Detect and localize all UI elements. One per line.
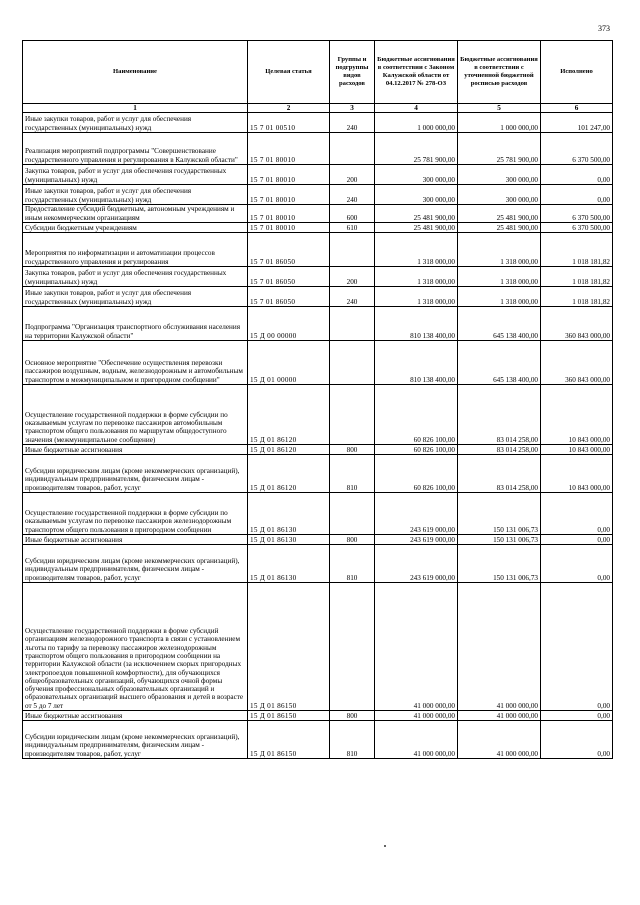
row-code: 15 Д 01 86150 (248, 721, 330, 759)
row-name: Осуществление государственной поддержки в форме субсидии по оказываемым услугам по перевозке пассажиров железнодорожным транспортом общего пользования в пригородном сообщении (23, 493, 248, 535)
row-name: Основное мероприятие "Обеспечение осуществления перевозки пассажиров воздушным, водным, железнодорожным и автомобильным транспортом в межмуниципальном и пригородном сообщении" (23, 341, 248, 385)
row-group: 810 (330, 721, 375, 759)
row-executed: 360 843 000,00 (541, 341, 613, 385)
column-number: 3 (330, 104, 375, 113)
row-refined: 645 138 400,00 (458, 341, 541, 385)
table-row (23, 711, 613, 721)
row-group (330, 233, 375, 267)
column-number-row (23, 104, 613, 113)
table-row (23, 721, 613, 759)
row-law: 1 318 000,00 (375, 287, 458, 307)
row-name: Мероприятия по информатизации и автоматизации процессов государственного управления и регулирования (23, 233, 248, 267)
row-executed: 10 843 000,00 (541, 455, 613, 493)
row-group: 200 (330, 165, 375, 185)
row-name: Иные бюджетные ассигнования (23, 535, 248, 545)
row-executed: 6 370 500,00 (541, 133, 613, 165)
row-executed: 0,00 (541, 185, 613, 205)
table-row (23, 307, 613, 341)
row-refined: 1 000 000,00 (458, 113, 541, 133)
table-row (23, 267, 613, 287)
row-name: Субсидии юридическим лицам (кроме некоммерческих организаций), индивидуальным предпринимателям, физическим лицам - производителям товаров, работ, услуг (23, 545, 248, 583)
row-code: 15 7 01 86050 (248, 287, 330, 307)
row-group: 600 (330, 205, 375, 223)
row-code: 15 7 01 80010 (248, 185, 330, 205)
row-refined: 41 000 000,00 (458, 721, 541, 759)
row-group (330, 583, 375, 711)
row-refined: 300 000,00 (458, 185, 541, 205)
page-mark (384, 845, 386, 847)
row-code: 15 Д 01 86150 (248, 583, 330, 711)
row-code: 15 Д 01 86120 (248, 385, 330, 445)
header-target: Целевая статья (248, 41, 330, 104)
row-group: 800 (330, 535, 375, 545)
table-row (23, 113, 613, 133)
row-group: 810 (330, 455, 375, 493)
row-law: 1 318 000,00 (375, 233, 458, 267)
row-refined: 645 138 400,00 (458, 307, 541, 341)
row-refined: 1 318 000,00 (458, 233, 541, 267)
row-name: Закупка товаров, работ и услуг для обеспечения государственных (муниципальных) нужд (23, 267, 248, 287)
row-law: 60 826 100,00 (375, 385, 458, 445)
row-law: 41 000 000,00 (375, 711, 458, 721)
row-code: 15 7 01 80010 (248, 165, 330, 185)
table-row (23, 535, 613, 545)
row-executed: 1 018 181,82 (541, 267, 613, 287)
row-law: 25 481 900,00 (375, 223, 458, 233)
row-law: 810 138 400,00 (375, 341, 458, 385)
row-code: 15 7 01 86050 (248, 233, 330, 267)
row-executed: 360 843 000,00 (541, 307, 613, 341)
row-executed: 0,00 (541, 545, 613, 583)
row-name: Закупка товаров, работ и услуг для обеспечения государственных (муниципальных) нужд (23, 165, 248, 185)
row-name: Иные закупки товаров, работ и услуг для обеспечения государственных (муниципальных) нужд (23, 287, 248, 307)
row-group: 800 (330, 445, 375, 455)
table-row (23, 185, 613, 205)
row-executed: 0,00 (541, 535, 613, 545)
row-name: Иные бюджетные ассигнования (23, 711, 248, 721)
row-refined: 41 000 000,00 (458, 583, 541, 711)
table-row (23, 223, 613, 233)
row-refined: 150 131 006,73 (458, 545, 541, 583)
table-row (23, 287, 613, 307)
row-code: 15 Д 01 86130 (248, 493, 330, 535)
row-group: 810 (330, 545, 375, 583)
row-refined: 83 014 258,00 (458, 445, 541, 455)
row-law: 60 826 100,00 (375, 445, 458, 455)
row-group: 610 (330, 223, 375, 233)
row-name: Подпрограмма "Организация транспортного обслуживания населения на территории Калужской области" (23, 307, 248, 341)
page-number: 373 (598, 24, 610, 33)
header-groups: Группы и подгруппы видов расходов (330, 41, 375, 104)
row-group (330, 385, 375, 445)
row-executed: 0,00 (541, 721, 613, 759)
row-name: Субсидии юридическим лицам (кроме некоммерческих организаций), индивидуальным предпринимателям, физическим лицам - производителям товаров, работ, услуг (23, 455, 248, 493)
row-name: Субсидии бюджетным учреждениям (23, 223, 248, 233)
column-number: 5 (458, 104, 541, 113)
row-code: 15 7 01 86050 (248, 267, 330, 287)
row-code: 15 Д 01 86120 (248, 445, 330, 455)
row-code: 15 Д 01 86120 (248, 455, 330, 493)
row-executed: 0,00 (541, 493, 613, 535)
row-law: 60 826 100,00 (375, 455, 458, 493)
row-name: Иные закупки товаров, работ и услуг для обеспечения государственных (муниципальных) нужд (23, 185, 248, 205)
row-name: Иные бюджетные ассигнования (23, 445, 248, 455)
row-executed: 10 843 000,00 (541, 385, 613, 445)
row-group: 800 (330, 711, 375, 721)
table-row (23, 545, 613, 583)
row-refined: 1 318 000,00 (458, 287, 541, 307)
row-code: 15 Д 01 86130 (248, 535, 330, 545)
row-executed: 10 843 000,00 (541, 445, 613, 455)
row-group (330, 133, 375, 165)
row-refined: 150 131 006,73 (458, 493, 541, 535)
row-refined: 1 318 000,00 (458, 267, 541, 287)
header-row (23, 41, 613, 104)
row-law: 243 619 000,00 (375, 493, 458, 535)
row-group (330, 341, 375, 385)
row-refined: 25 481 900,00 (458, 223, 541, 233)
row-law: 810 138 400,00 (375, 307, 458, 341)
table-row (23, 385, 613, 445)
table-row (23, 233, 613, 267)
column-number: 2 (248, 104, 330, 113)
row-executed: 1 018 181,82 (541, 287, 613, 307)
row-law: 300 000,00 (375, 165, 458, 185)
column-number: 1 (23, 104, 248, 113)
table-row (23, 493, 613, 535)
row-code: 15 Д 01 86150 (248, 711, 330, 721)
row-executed: 101 247,00 (541, 113, 613, 133)
header-name: Наименование (23, 41, 248, 104)
table-row (23, 445, 613, 455)
row-executed: 1 018 181,82 (541, 233, 613, 267)
column-number: 6 (541, 104, 613, 113)
table-row (23, 455, 613, 493)
row-group (330, 307, 375, 341)
header-law: Бюджетные ассигнования в соответствии с Законом Калужской области от 04.12.2017 № 278-ОЗ (375, 41, 458, 104)
row-refined: 150 131 006,73 (458, 535, 541, 545)
row-refined: 83 014 258,00 (458, 385, 541, 445)
row-code: 15 Д 00 00000 (248, 307, 330, 341)
row-group: 240 (330, 113, 375, 133)
row-code: 15 Д 01 00000 (248, 341, 330, 385)
row-law: 243 619 000,00 (375, 545, 458, 583)
row-group (330, 493, 375, 535)
row-name: Иные закупки товаров, работ и услуг для обеспечения государственных (муниципальных) нужд (23, 113, 248, 133)
table-row (23, 133, 613, 165)
row-code: 15 7 01 80010 (248, 223, 330, 233)
header-executed: Исполнено (541, 41, 613, 104)
row-law: 25 481 900,00 (375, 205, 458, 223)
header-refined: Бюджетные ассигнования в соответствии с уточненной бюджетной росписью расходов (458, 41, 541, 104)
row-name: Осуществление государственной поддержки в форме субсидий организациям железнодорожного транспорта в связи с установлением льготы по тарифу за перевозку пассажиров железнодорожным транспортом общего пользования в пригородном сообщении на территории Калужской области (за исключением скорых пригородных электропоездов повышенной комфортности), для обучающихся общеобразовательных организаций, обучающихся очной формы обучения профессиональных образовательных организаций и образовательных организаций высшего образования и детей в возрасте от 5 до 7 лет (23, 583, 248, 711)
row-name: Реализация мероприятий подпрограммы "Совершенствование государственного управления и регулирования в Калужской области" (23, 133, 248, 165)
row-executed: 6 370 500,00 (541, 205, 613, 223)
row-code: 15 7 01 80010 (248, 205, 330, 223)
row-executed: 0,00 (541, 583, 613, 711)
row-group: 240 (330, 185, 375, 205)
row-name: Осуществление государственной поддержки в форме субсидии по оказываемым услугам по перевозке пассажиров автомобильным транспортом общего пользования по маршрутам общедоступного значения (межмуниципальное сообщение) (23, 385, 248, 445)
row-executed: 6 370 500,00 (541, 223, 613, 233)
row-refined: 41 000 000,00 (458, 711, 541, 721)
row-group: 200 (330, 267, 375, 287)
row-law: 41 000 000,00 (375, 721, 458, 759)
table-row (23, 583, 613, 711)
column-number: 4 (375, 104, 458, 113)
row-law: 41 000 000,00 (375, 583, 458, 711)
row-law: 1 318 000,00 (375, 267, 458, 287)
row-code: 15 7 01 00510 (248, 113, 330, 133)
budget-table (22, 40, 613, 759)
row-executed: 0,00 (541, 711, 613, 721)
row-code: 15 Д 01 86130 (248, 545, 330, 583)
row-group: 240 (330, 287, 375, 307)
table-row (23, 341, 613, 385)
table-row (23, 205, 613, 223)
row-law: 25 781 900,00 (375, 133, 458, 165)
row-refined: 83 014 258,00 (458, 455, 541, 493)
row-law: 300 000,00 (375, 185, 458, 205)
row-refined: 25 481 900,00 (458, 205, 541, 223)
row-name: Предоставление субсидий бюджетным, автономным учреждениям и иным некоммерческим организациям (23, 205, 248, 223)
row-name: Субсидии юридическим лицам (кроме некоммерческих организаций), индивидуальным предпринимателям, физическим лицам - производителям товаров, работ, услуг (23, 721, 248, 759)
row-code: 15 7 01 80010 (248, 133, 330, 165)
row-refined: 25 781 900,00 (458, 133, 541, 165)
table-row (23, 165, 613, 185)
row-executed: 0,00 (541, 165, 613, 185)
row-law: 243 619 000,00 (375, 535, 458, 545)
row-law: 1 000 000,00 (375, 113, 458, 133)
row-refined: 300 000,00 (458, 165, 541, 185)
